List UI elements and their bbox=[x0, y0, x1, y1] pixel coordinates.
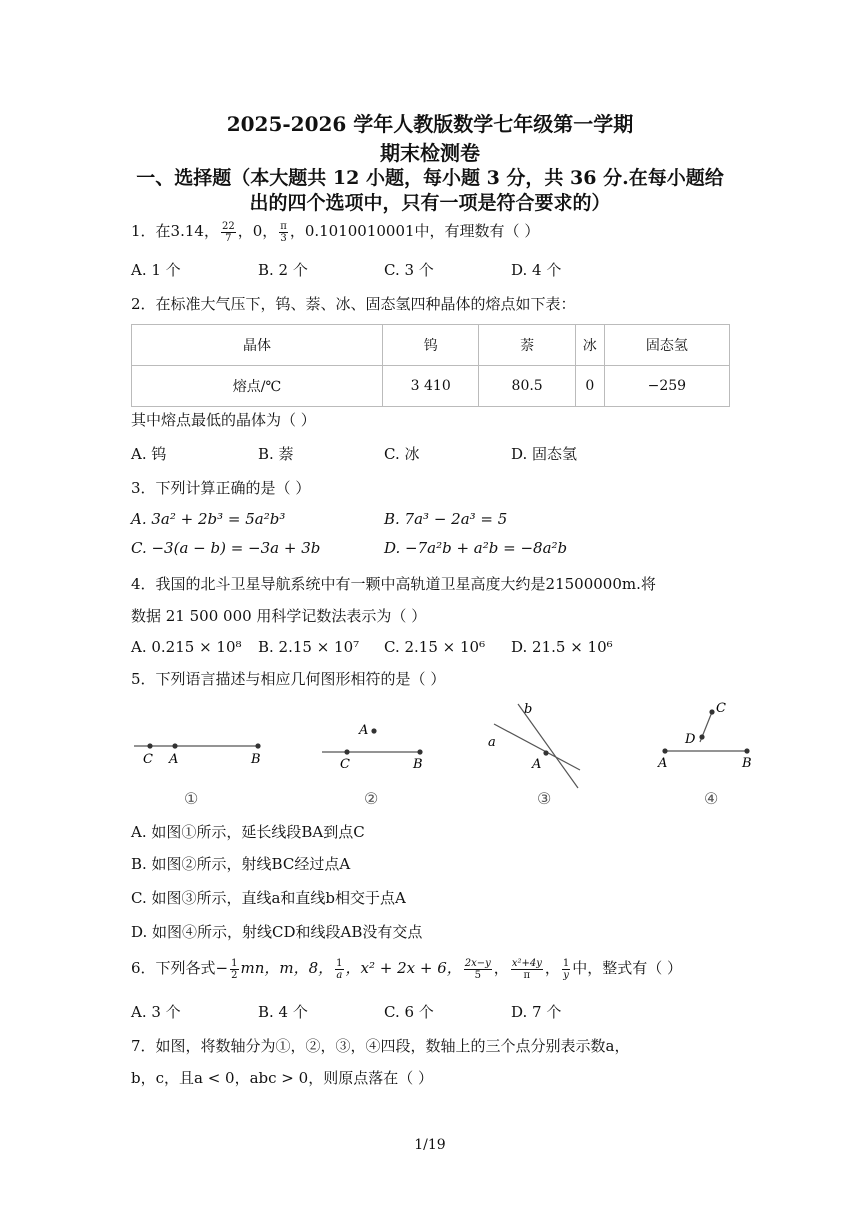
point-b bbox=[255, 743, 260, 748]
label-a: A bbox=[658, 756, 668, 770]
question-5-stem: 5．下列语言描述与相应几何图形相符的是（ ） bbox=[131, 670, 446, 688]
q3-option-d: D. −7a²b + a²b = −8a²b bbox=[384, 539, 568, 557]
q6-fraction-1-y: $\frac{1}{y}$ bbox=[562, 957, 570, 981]
label-c: C bbox=[340, 757, 350, 770]
figure-1-label: ① bbox=[184, 789, 199, 808]
label-a-line: a bbox=[488, 735, 496, 750]
point-a bbox=[371, 728, 376, 733]
table-cell: −259 bbox=[604, 366, 729, 407]
label-b: b bbox=[524, 702, 533, 717]
figure-3-label: ③ bbox=[537, 789, 552, 808]
q6-option-a: A. 3 个 bbox=[131, 1003, 181, 1021]
figure-2-label: ② bbox=[364, 789, 379, 808]
label-c: C bbox=[716, 701, 726, 716]
q1-option-d: D. 4 个 bbox=[511, 261, 562, 279]
point-c bbox=[709, 709, 714, 714]
table-cell: 80.5 bbox=[479, 366, 575, 407]
q1-fraction-22-7: $\frac{22}{7}$ bbox=[221, 220, 235, 244]
question-2-stem: 2．在标准大气压下，钨、萘、冰、固态氢四种晶体的熔点如下表： bbox=[131, 295, 576, 313]
point-a bbox=[662, 748, 667, 753]
label-a: A bbox=[359, 723, 369, 738]
table-cell: 晶体 bbox=[132, 325, 383, 366]
q6-fraction-2x-y-5: $\frac{2x-y}{5}$ bbox=[464, 957, 491, 981]
question-4-stem-line2: 数据 21 500 000 用科学记数法表示为（ ） bbox=[131, 607, 427, 625]
figure-3 bbox=[480, 700, 590, 790]
q1-fraction-pi-3: $\frac{\pi}{3}$ bbox=[280, 220, 287, 244]
figure-2 bbox=[318, 700, 433, 770]
page-number: 1/19 bbox=[414, 1137, 446, 1153]
table-cell: 冰 bbox=[575, 325, 604, 366]
q6-fraction-1-2: $\frac{1}{2}$ bbox=[231, 957, 238, 981]
table-cell: 3 410 bbox=[383, 366, 479, 407]
q4-option-c: C. 2.15 × 10⁶ bbox=[384, 638, 486, 656]
table-header-row bbox=[132, 325, 730, 366]
question-2-followup: 其中熔点最低的晶体为（ ） bbox=[131, 411, 316, 429]
q6-option-d: D. 7 个 bbox=[511, 1003, 562, 1021]
q6-option-b: B. 4 个 bbox=[258, 1003, 308, 1021]
point-c bbox=[147, 743, 152, 748]
q4-option-b: B. 2.15 × 10⁷ bbox=[258, 638, 360, 656]
section-heading-line1: 一、选择题（本大题共 12 小题，每小题 3 分，共 36 分.在每小题给 bbox=[136, 167, 724, 189]
q4-option-d: D. 21.5 × 10⁶ bbox=[511, 638, 613, 656]
table-cell: 钨 bbox=[383, 325, 479, 366]
exam-title-line1: 2025-2026 学年人教版数学七年级第一学期 bbox=[226, 112, 634, 136]
q5-option-c: C. 如图③所示，直线a和直线b相交于点A bbox=[131, 889, 406, 907]
question-4-stem-line1: 4．我国的北斗卫星导航系统中有一颗中高轨道卫星高度大约是21500000m.将 bbox=[131, 575, 656, 593]
q5-option-b: B. 如图②所示，射线BC经过点A bbox=[131, 855, 351, 873]
label-b: B bbox=[251, 752, 261, 767]
point-b bbox=[417, 749, 422, 754]
section-heading-line2: 出的四个选项中，只有一项是符合要求的） bbox=[249, 192, 611, 214]
label-b: B bbox=[413, 757, 423, 770]
table-cell: 熔点/℃ bbox=[132, 366, 383, 407]
intersection-point-a bbox=[543, 750, 548, 755]
q5-option-d: D. 如图④所示，射线CD和线段AB没有交点 bbox=[131, 923, 423, 941]
point-b bbox=[744, 748, 749, 753]
q6-fraction-1-a: $\frac{1}{a}$ bbox=[336, 957, 343, 981]
label-a-point: A bbox=[532, 757, 542, 772]
q2-option-a: A. 钨 bbox=[131, 445, 167, 463]
q5-option-a: A. 如图①所示，延长线段BA到点C bbox=[131, 823, 365, 841]
table-cell: 萘 bbox=[479, 325, 575, 366]
exam-title-line2: 期末检测卷 bbox=[380, 141, 480, 165]
q3-option-a: A. 3a² + 2b³ = 5a²b³ bbox=[131, 510, 286, 528]
q1-option-c: C. 3 个 bbox=[384, 261, 434, 279]
question-7-stem-line2: b，c，且a < 0，abc > 0，则原点落在（ ） bbox=[131, 1069, 433, 1087]
question-6-stem: 6．下列各式− $\frac{1}{2}$ mn，m，8， $\frac{1}{a}$ ，x² + 2x + 6， $\frac{2x-y}{5}$ ， $\frac{\text{x²+4y}}{\pi}$ ， $\frac{1}{y}$ 中，整式有（ ） bbox=[131, 957, 683, 981]
question-3-stem: 3．下列计算正确的是（ ） bbox=[131, 479, 311, 497]
q6-fraction-x2-4y-pi: $\frac{\text{x²+4y}}{\pi}$ bbox=[511, 957, 542, 981]
q6-option-c: C. 6 个 bbox=[384, 1003, 434, 1021]
label-d: D bbox=[685, 732, 696, 747]
label-c: C bbox=[143, 752, 153, 767]
melting-point-table bbox=[131, 324, 730, 407]
label-a: A bbox=[169, 752, 179, 767]
q2-option-d: D. 固态氢 bbox=[511, 445, 578, 463]
q3-option-b: B. 7a³ − 2a³ = 5 bbox=[384, 510, 508, 528]
q2-option-b: B. 萘 bbox=[258, 445, 294, 463]
table-cell: 固态氢 bbox=[604, 325, 729, 366]
point-c bbox=[344, 749, 349, 754]
point-d bbox=[699, 734, 704, 739]
table-row bbox=[132, 366, 730, 407]
q1-prefix: 1．在3.14， bbox=[131, 222, 219, 240]
table-cell: 0 bbox=[575, 366, 604, 407]
q1-option-a: A. 1 个 bbox=[131, 261, 181, 279]
point-a bbox=[172, 743, 177, 748]
question-1-stem: 1．在3.14， $\frac{22}{7}$ ，0， $\frac{\pi}{3}$ ，0.1010010001中，有理数有（ ） bbox=[131, 220, 540, 244]
q4-option-a: A. 0.215 × 10⁸ bbox=[131, 638, 242, 656]
q1-option-b: B. 2 个 bbox=[258, 261, 308, 279]
figure-4-label: ④ bbox=[704, 789, 719, 808]
figure-4 bbox=[650, 700, 760, 770]
q2-option-c: C. 冰 bbox=[384, 445, 420, 463]
figure-1 bbox=[128, 700, 268, 770]
question-7-stem-line1: 7．如图，将数轴分为①，②，③，④四段，数轴上的三个点分别表示数a， bbox=[131, 1037, 630, 1055]
label-b: B bbox=[742, 756, 752, 770]
q3-option-c: C. −3(a − b) = −3a + 3b bbox=[131, 539, 321, 557]
